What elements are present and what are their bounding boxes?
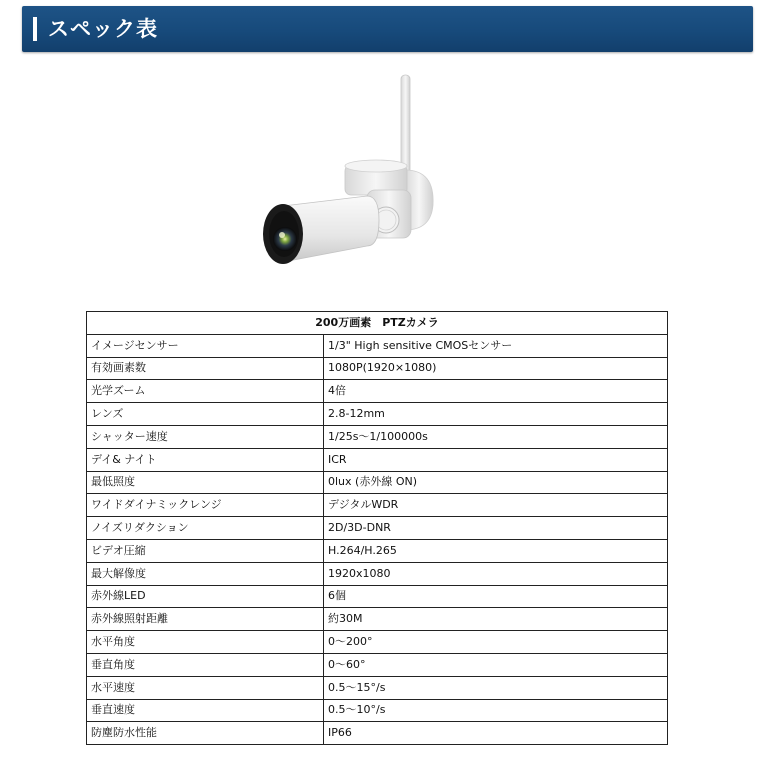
spec-label: ビデオ圧縮 — [87, 539, 324, 562]
spec-label: 垂直角度 — [87, 653, 324, 676]
table-row — [87, 539, 668, 562]
table-row — [87, 722, 668, 745]
spec-value: H.264/H.265 — [324, 539, 668, 562]
spec-value: 1/3" High sensitive CMOSセンサー — [324, 334, 668, 357]
spec-value: 0.5～10°/s — [324, 699, 668, 722]
spec-value: 0～200° — [324, 631, 668, 654]
table-row — [87, 699, 668, 722]
table-row — [87, 425, 668, 448]
table-row — [87, 562, 668, 585]
header-accent-bar — [33, 17, 37, 41]
table-caption: 200万画素 PTZカメラ — [87, 312, 668, 335]
spec-table — [86, 311, 668, 745]
spec-label: ノイズリダクション — [87, 517, 324, 540]
spec-value: 約30M — [324, 608, 668, 631]
spec-label: 光学ズーム — [87, 380, 324, 403]
spec-label: 水平角度 — [87, 631, 324, 654]
spec-value: 2D/3D-DNR — [324, 517, 668, 540]
spec-value: デジタルWDR — [324, 494, 668, 517]
ptz-camera-image — [255, 70, 470, 280]
table-row — [87, 334, 668, 357]
spec-value: 1/25s～1/100000s — [324, 425, 668, 448]
spec-label: 有効画素数 — [87, 357, 324, 380]
table-row — [87, 653, 668, 676]
spec-value: ICR — [324, 448, 668, 471]
spec-label: 垂直速度 — [87, 699, 324, 722]
table-row — [87, 631, 668, 654]
spec-value: 0.5～15°/s — [324, 676, 668, 699]
spec-table-body — [87, 334, 668, 744]
table-row — [87, 403, 668, 426]
spec-label: 最大解像度 — [87, 562, 324, 585]
table-row — [87, 357, 668, 380]
spec-label: 赤外線照射距離 — [87, 608, 324, 631]
table-row — [87, 676, 668, 699]
spec-value: 4倍 — [324, 380, 668, 403]
spec-label: イメージセンサー — [87, 334, 324, 357]
page-title: スペック表 — [48, 17, 158, 41]
table-row — [87, 608, 668, 631]
spec-label: デイ& ナイト — [87, 448, 324, 471]
spec-value: 6個 — [324, 585, 668, 608]
table-row — [87, 517, 668, 540]
spec-value: 1080P(1920×1080) — [324, 357, 668, 380]
spec-label: 赤外線LED — [87, 585, 324, 608]
spec-value: 0～60° — [324, 653, 668, 676]
section-header — [22, 6, 753, 52]
table-row — [87, 448, 668, 471]
table-caption-row — [87, 312, 668, 335]
table-row — [87, 585, 668, 608]
spec-label: 水平速度 — [87, 676, 324, 699]
spec-value: 1920x1080 — [324, 562, 668, 585]
spec-value: 2.8-12mm — [324, 403, 668, 426]
spec-value: IP66 — [324, 722, 668, 745]
table-row — [87, 471, 668, 494]
spec-label: 防塵防水性能 — [87, 722, 324, 745]
spec-label: シャッター速度 — [87, 425, 324, 448]
table-row — [87, 494, 668, 517]
spec-label: レンズ — [87, 403, 324, 426]
spec-value: 0lux (赤外線 ON) — [324, 471, 668, 494]
spec-label: ワイドダイナミックレンジ — [87, 494, 324, 517]
spec-label: 最低照度 — [87, 471, 324, 494]
table-row — [87, 380, 668, 403]
